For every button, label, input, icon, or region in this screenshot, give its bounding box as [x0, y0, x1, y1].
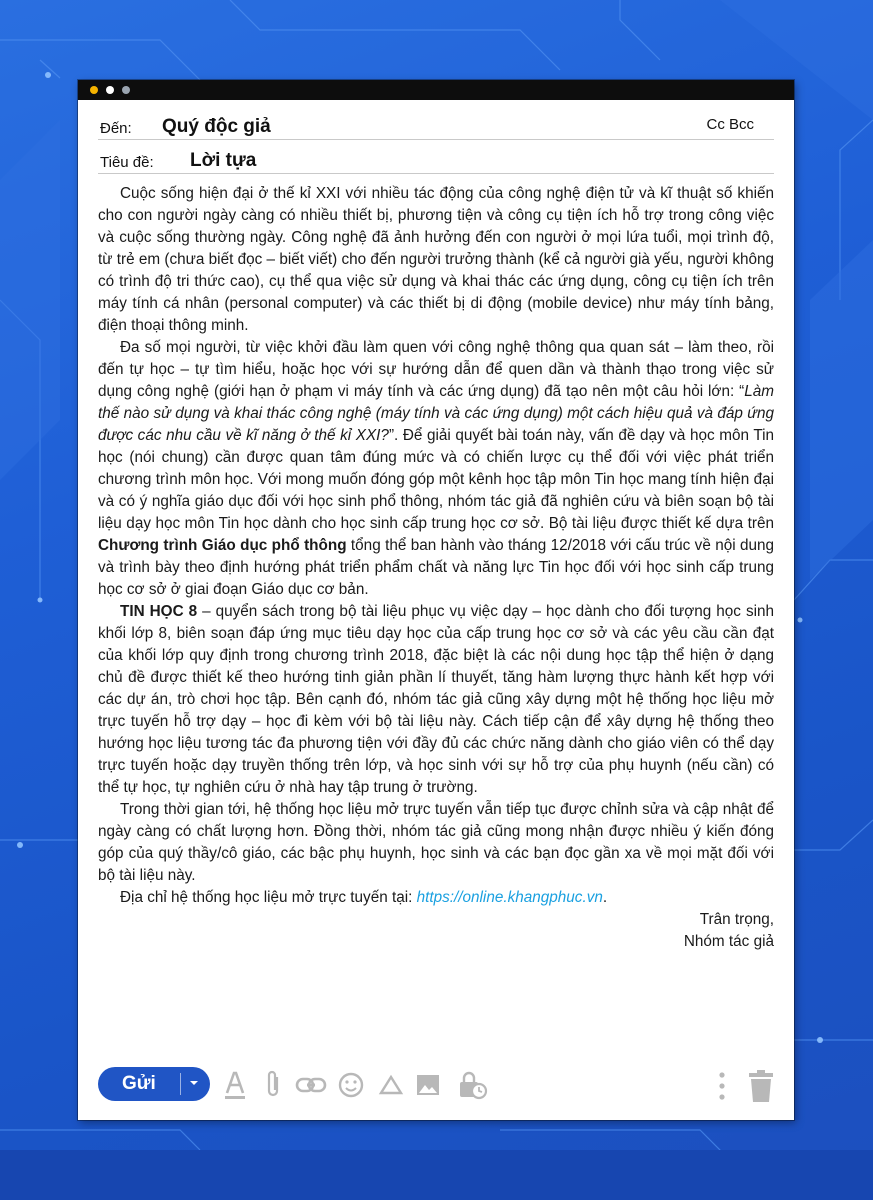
paragraph-4: Trong thời gian tới, hệ thống học liệu mở trực tuyến vẫn tiếp tục được chỉnh sửa và cập nhật để ngày càng có chất lượng hơn. Đồng thời, nhóm tác giả cũng mong nhận được nhiều ý kiến đóng góp của quý thầy/cô giáo, các bậc phụ huynh, học sinh và các bạn đọc gần xa về mọi mặt đối với bộ tài liệu này.: [98, 801, 774, 884]
website-link[interactable]: https://online.khangphuc.vn: [416, 889, 603, 906]
window-dot-gray[interactable]: [122, 86, 130, 94]
paragraph-2: Đa số mọi người, từ việc khởi đầu làm quen với công nghệ thông qua quan sát – làm theo, rồi đến tự học – tự tìm hiểu, hoặc học với sự hướng dẫn để quen dần và thành thạo trong việc sử dụng công nghệ (giới hạn ở phạm vi máy tính và các ứng dụng) đã tạo nên một câu hỏi lớn: “Làm thế nào sử dụng và khai thác công nghệ (máy tính và các ứng dụng) một cách hiệu quả và đáp ứng được các nhu cầu về kĩ năng ở thế kỉ XXI?”. Để giải quyết bài toán này, vấn đề dạy và học môn Tin học (nói chung) cần được quan tâm đúng mức và có chiến lược cụ thể đối với việc phát triển chương trình môn học. Với mong muốn đóng góp một kênh học tập môn Tin học mang tính hiện đại và có ý nghĩa giáo dục đối với học sinh phổ thông, nhóm tác giả đã nghiên cứu và biên soạn bộ tài liệu dạy học môn Tin học dành cho học sinh cấp trung học cơ sở. Bộ tài liệu được thiết kế dựa trên Chương trình Giáo dục phổ thông tổng thể ban hành vào tháng 12/2018 với cấu trúc về nội dung và trình bày theo định hướng phát triển phẩm chất và năng lực Tin học đối với học sinh cấp trung học cơ sở ở giai đoạn Giáo dục cơ bản.: [98, 339, 775, 598]
cc-bcc-link[interactable]: Cc Bcc: [706, 116, 754, 133]
subject-value[interactable]: Lời tựa: [190, 150, 257, 171]
paragraph-1: Cuộc sống hiện đại ở thế kỉ XXI với nhiều tác động của công nghệ điện tử và kĩ thuật số khiến cho con người ngày càng có nhiều thiết bị, phương tiện và công cụ tiện ích hỗ trợ trong công việc và cuộc sống thường ngày. Công nghệ đã ảnh hưởng đến con người ở mọi lứa tuổi, mọi trình độ, từ trẻ em (chưa biết đọc – biết viết) cho đến người trưởng thành (kể cả người già yếu, người không có trình độ tri thức cao), cụ thể qua việc sử dụng và khai thác các ứng dụng, công cụ tiện ích trên máy tính cá nhân (personal computer) và các thiết bị di động (mobile device) như máy tính bảng, điện thoại thông minh.: [98, 185, 774, 334]
subject-field[interactable]: [98, 148, 774, 174]
footer-band: [0, 1150, 873, 1200]
lock-clock-icon[interactable]: [456, 1069, 490, 1101]
to-label: Đến:: [100, 120, 132, 137]
send-options-chevron-icon[interactable]: [188, 1077, 200, 1089]
compose-toolbar: [98, 1065, 774, 1105]
to-value[interactable]: Quý độc giả: [162, 116, 271, 137]
window-titlebar: [78, 80, 794, 100]
paragraph-3: TIN HỌC 8 – quyển sách trong bộ tài liệu phục vụ việc dạy – học dành cho đối tượng học sinh khối lớp 8, biên soạn đáp ứng mục tiêu dạy học của cấp trung học cơ sở và các yêu cầu cần đạt của khối lớp quy định trong chương trình 2018, đặc biệt là các nội dung học tập thể hiện ở dạng chủ đề được thiết kế theo hướng tinh giản phần lí thuyết, tăng hàm lượng thực hành kết hợp với các dự án, trò chơi học tập. Bên cạnh đó, nhóm tác giả cũng xây dựng một hệ thống học liệu mở trực tuyến hỗ trợ dạy – học đi kèm với bộ tài liệu này. Cách tiếp cận để xây dựng hệ thống theo hướng học liệu tương tác đa phương tiện với đầy đủ các chức năng dành cho giáo viên có thể dạy trực tuyến hoặc dạy truyền thống trên lớp, và học sinh với sự hỗ trợ của phụ huynh (nếu cần) có thể tự học, tự nghiên cứu ở nhà hay tập trung ở trường.: [98, 603, 775, 796]
window-dot-white[interactable]: [106, 86, 114, 94]
send-label: Gửi: [122, 1073, 156, 1094]
paragraph-5: Địa chỉ hệ thống học liệu mở trực tuyến tại: https://online.khangphuc.vn.: [120, 889, 608, 906]
drive-icon[interactable]: [378, 1069, 404, 1101]
window-dot-yellow[interactable]: [90, 86, 98, 94]
send-separator: [180, 1073, 181, 1095]
message-body[interactable]: [98, 183, 774, 953]
emoji-icon[interactable]: [336, 1069, 366, 1101]
subject-label: Tiêu đề:: [100, 154, 154, 171]
paragraph-2-bold: Chương trình Giáo dục phổ thông: [98, 537, 347, 554]
trash-icon[interactable]: [746, 1069, 776, 1103]
image-icon[interactable]: [414, 1069, 442, 1101]
format-text-icon[interactable]: [222, 1069, 248, 1101]
book-title: TIN HỌC 8: [120, 603, 198, 620]
send-button[interactable]: [98, 1067, 210, 1101]
attach-icon[interactable]: [262, 1069, 284, 1101]
signature-line-2: Nhóm tác giả: [683, 933, 774, 950]
signature-line-1: Trân trọng,: [699, 911, 774, 928]
email-compose-window: [78, 80, 794, 1120]
link-icon[interactable]: [294, 1069, 328, 1101]
paragraph-2-quote: Làm thế nào sử dụng và khai thác công nghệ (máy tính và các ứng dụng) một cách hiệu quả và đáp ứng được các nhu cầu về kĩ năng ở thế kỉ XXI?: [98, 383, 774, 444]
more-vert-icon[interactable]: [716, 1069, 728, 1103]
recipient-field[interactable]: [98, 114, 774, 140]
